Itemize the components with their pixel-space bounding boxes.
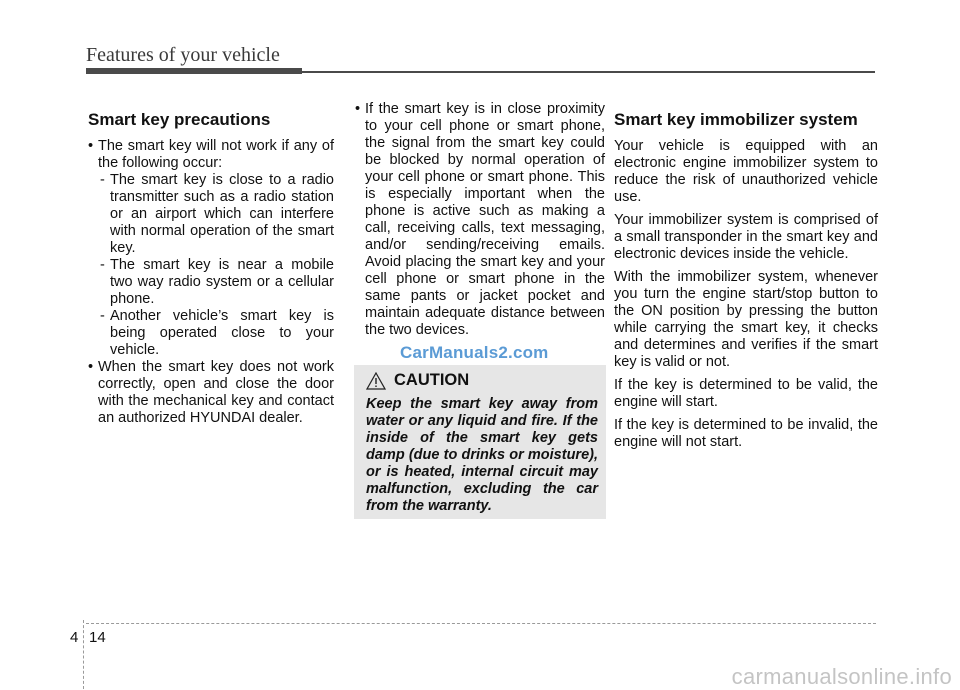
dash-icon: - — [100, 257, 105, 273]
sub-item-text: The smart key is near a mobile two way radio system or a cellular phone. — [110, 257, 334, 307]
footer-divider — [83, 620, 84, 689]
bullet-item — [88, 359, 334, 427]
bullet-icon: • — [88, 138, 94, 154]
paragraph: With the immobilizer system, whenever you turn the engine start/stop button to the ON position by pressing the button while carrying the smart key, it checks and determines and verifies if the smart key is valid or not. — [614, 269, 878, 370]
site-watermark: carmanualsonline.info — [731, 664, 952, 689]
sub-item — [88, 308, 334, 359]
section-heading-precautions: Smart key precautions — [88, 110, 271, 129]
sub-item — [88, 257, 334, 308]
bullet-text: When the smart key does not work correctly, open and close the door with the mechanical key and contact an authorized HYUNDAI dealer. — [98, 359, 334, 426]
paragraph: If the key is determined to be invalid, the engine will not start. — [614, 417, 878, 450]
smart-key-precautions-section — [88, 110, 334, 427]
caution-box — [354, 365, 606, 519]
immobilizer-section — [614, 110, 878, 457]
sub-item-text: Another vehicle’s smart key is being operated close to your vehicle. — [110, 308, 334, 358]
bullet-text: If the smart key is in close proximity to your cell phone or smart phone, the signal from the smart key could be blocked by normal operation of your cell phone or smart phone. This is especially important when the phone is active such as making a call, receiving calls, text messaging, and/or sending/receiving emails. Avoid placing the smart key and your cell phone or smart phone in the same pants or jacket pocket and maintain adequate distance between the two devices. — [365, 101, 605, 338]
watermark-logo: CarManuals2.com — [400, 343, 549, 362]
warning-triangle-icon — [366, 372, 386, 390]
page-header-title: Features of your vehicle — [86, 44, 280, 66]
caution-header — [366, 371, 469, 390]
header-accent-bar — [86, 68, 302, 74]
paragraph: Your vehicle is equipped with an electronic engine immobilizer system to reduce the risk of unauthorized vehicle use. — [614, 138, 878, 205]
header-rule — [300, 71, 875, 73]
cell-phone-interference-section — [355, 101, 605, 339]
bullet-icon: • — [88, 359, 94, 375]
sub-item — [88, 172, 334, 257]
dash-icon: - — [100, 172, 105, 188]
page-number: 14 — [89, 629, 106, 646]
bullet-item — [355, 101, 605, 339]
footer-rule — [86, 623, 876, 624]
bullet-icon: • — [355, 101, 361, 117]
bullet-text: The smart key will not work if any of the following occur: — [98, 138, 334, 171]
caution-body: Keep the smart key away from water or any liquid and fire. If the inside of the smart key gets damp (due to drinks or moisture), or is heated, internal circuit may malfunction, excluding the car from the warranty. — [366, 396, 598, 514]
sub-item-text: The smart key is close to a radio transmitter such as a radio station or an airport which can interfere with normal operation of the smart key. — [110, 172, 334, 256]
paragraph: If the key is determined to be valid, the engine will start. — [614, 377, 878, 410]
paragraph: Your immobilizer system is comprised of a small transponder in the smart key and electronic devices inside the vehicle. — [614, 212, 878, 262]
dash-icon: - — [100, 308, 105, 324]
bullet-item — [88, 138, 334, 172]
section-heading-immobilizer: Smart key immobilizer system — [614, 110, 858, 129]
caution-title: CAUTION — [394, 371, 470, 389]
chapter-number: 4 — [70, 629, 79, 646]
